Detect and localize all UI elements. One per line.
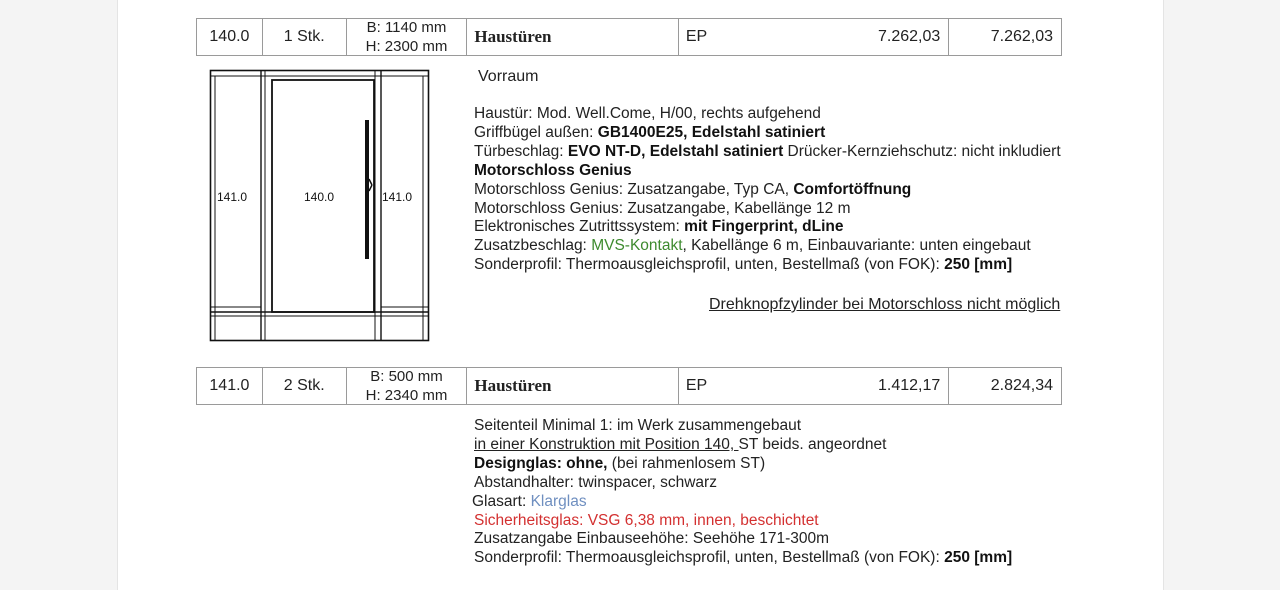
description-segment: Drücker-Kernziehschutz: nicht inkludiert xyxy=(783,142,1061,160)
description-line xyxy=(472,493,1012,512)
description-line xyxy=(474,181,1061,200)
description-segment: Glasart: xyxy=(472,492,531,510)
description-line xyxy=(474,105,1061,124)
unit-price: 1.412,17 xyxy=(877,377,941,394)
description-segment: Elektronisches Zutrittssystem: xyxy=(474,218,685,236)
description-segment: Comfortöffnung xyxy=(793,180,912,198)
door-label: 140.0 xyxy=(304,190,335,204)
description-segment: Sicherheitsglas: VSG 6,38 mm, innen, beschichtet xyxy=(474,511,819,529)
dimensions xyxy=(347,19,468,55)
description-line xyxy=(474,256,1061,275)
description-segment: mit Fingerprint, dLine xyxy=(684,218,844,236)
description-segment: Motorschloss Genius: Zusatzangabe, Typ CA, xyxy=(474,180,794,198)
room-label: Vorraum xyxy=(478,68,539,85)
description-segment: , Kabellänge 6 m, Einbauvariante: unten eingebaut xyxy=(682,237,1031,255)
description-segment: in einer Konstruktion mit Position 140, xyxy=(474,435,739,453)
height-value: H: 2340 mm xyxy=(365,387,448,404)
description-segment: 250 [mm] xyxy=(944,256,1013,274)
description-segment: Abstandhalter: twinspacer, schwarz xyxy=(474,473,717,491)
description-segment: ST beids. angeordnet xyxy=(738,435,887,453)
description-segment: Griffbügel außen: xyxy=(474,123,598,141)
description-segment: (bei rahmenlosem ST) xyxy=(607,454,766,472)
description-segment: Sonderprofil: Thermoausgleichsprofil, unten, Bestellmaß (von FOK): xyxy=(474,256,945,274)
description-line xyxy=(474,455,1012,474)
description-segment: EVO NT-D, Edelstahl satiniert xyxy=(567,142,784,160)
quantity: 1 Stk. xyxy=(263,19,347,55)
ep-label: EP xyxy=(685,28,708,45)
unit-price-cell xyxy=(679,19,949,55)
description-segment: Zusatzbeschlag: xyxy=(474,237,592,255)
product-name: Haustüren xyxy=(467,368,679,404)
description-line xyxy=(474,124,1061,143)
description-line xyxy=(474,549,1012,568)
description-segment: Klarglas xyxy=(530,492,587,510)
height-value: H: 2300 mm xyxy=(365,38,448,55)
product-name: Haustüren xyxy=(467,19,679,55)
cylinder-note: Drehknopfzylinder bei Motorschloss nicht möglich xyxy=(709,296,1061,313)
description-line xyxy=(474,162,1061,181)
description-segment: 250 [mm] xyxy=(944,549,1013,567)
dimensions xyxy=(347,368,468,404)
description-line xyxy=(474,237,1061,256)
width-value: B: 1140 mm xyxy=(366,19,447,36)
description-line xyxy=(474,474,1012,493)
description-line xyxy=(474,417,1012,436)
position-number: 141.0 xyxy=(197,368,263,404)
table-row-position-140 xyxy=(196,18,1062,56)
description-segment: Motorschloss Genius xyxy=(474,161,632,179)
description-segment: GB1400E25, Edelstahl satiniert xyxy=(597,123,826,141)
description-line xyxy=(474,530,1012,549)
description-segment: MVS-Kontakt xyxy=(591,237,683,255)
width-value: B: 500 mm xyxy=(370,368,443,385)
quantity: 2 Stk. xyxy=(263,368,347,404)
description-segment: Designglas: ohne, xyxy=(474,454,608,472)
description-line xyxy=(474,200,1061,219)
description-segment: Türbeschlag: xyxy=(474,142,568,160)
door-elevation-drawing xyxy=(209,69,431,348)
total-price: 2.824,34 xyxy=(990,377,1054,394)
description-line xyxy=(474,218,1061,237)
left-sidelight-label: 141.0 xyxy=(217,190,248,204)
description-segment: Motorschloss Genius: Zusatzangabe, Kabellänge 12 m xyxy=(474,199,851,217)
position-140-description xyxy=(474,105,1061,275)
handle-bar-icon xyxy=(365,120,369,259)
ep-label: EP xyxy=(685,377,708,394)
description-segment: Zusatzangabe Einbauseehöhe: Seehöhe 171-300m xyxy=(474,530,830,548)
description-line xyxy=(474,436,1012,455)
description-segment: Seitenteil Minimal 1: im Werk zusammengebaut xyxy=(474,417,802,434)
description-line xyxy=(474,512,1012,531)
position-141-description xyxy=(474,417,1012,568)
table-row-position-141 xyxy=(196,367,1062,405)
description-segment: Haustür: Mod. Well.Come, H/00, rechts aufgehend xyxy=(474,105,821,122)
right-sidelight-label: 141.0 xyxy=(382,190,413,204)
unit-price: 7.262,03 xyxy=(877,28,941,45)
description-segment: Sonderprofil: Thermoausgleichsprofil, unten, Bestellmaß (von FOK): xyxy=(474,549,945,567)
unit-price-cell xyxy=(679,368,949,404)
total-price: 7.262,03 xyxy=(990,28,1054,45)
description-line xyxy=(474,143,1061,162)
position-number: 140.0 xyxy=(197,19,263,55)
